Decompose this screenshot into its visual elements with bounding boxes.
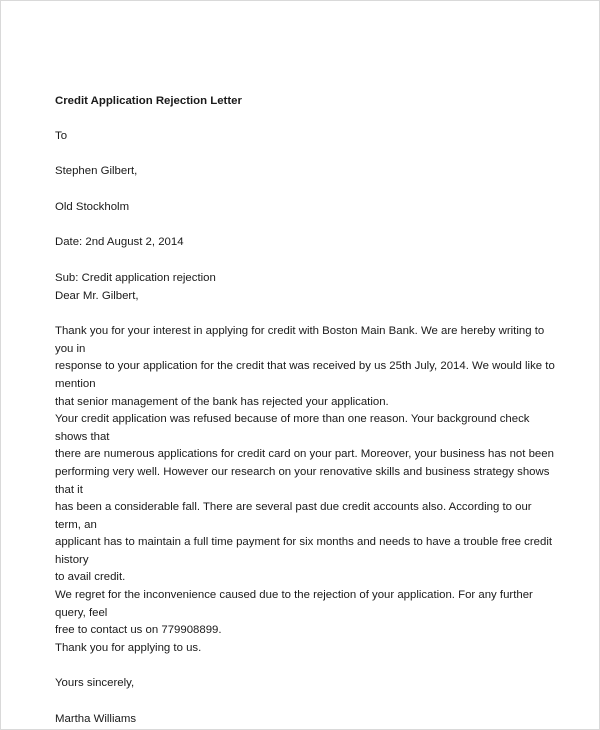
body-line: that senior management of the bank has rejected your application. (55, 395, 389, 408)
body-line: applicant has to maintain a full time payment for six months and needs to have a trouble free credit history (55, 536, 553, 566)
recipient-address: Old Stockholm (55, 200, 130, 213)
body-line: performing very well. However our research on your renovative skills and business strategy shows that it (55, 465, 550, 496)
body-line: there are numerous applications for credit card on your part. Moreover, your business has not been (55, 448, 554, 461)
letter-title: Credit Application Rejection Letter (55, 95, 242, 107)
regret-line: We regret for the inconvenience caused due to the rejection of your application. For any further query, feel (55, 589, 533, 619)
body-line: has been a considerable fall. There are several past due credit accounts also. According to our term, an (55, 501, 532, 531)
body-line: response to your application for the credit that was received by us 25th July, 2014. We would like to mention (55, 360, 555, 390)
closing-line: Yours sincerely, (55, 677, 135, 690)
regret-paragraph (55, 587, 560, 640)
thanks-line: Thank you for applying to us. (55, 641, 202, 654)
regret-line: free to contact us on 779908899. (55, 624, 222, 637)
recipient-name: Stephen Gilbert, (55, 165, 138, 178)
signature-name: Martha Williams (55, 713, 137, 726)
letter-date: Date: 2nd August 2, 2014 (55, 236, 184, 249)
body-line: Thank you for your interest in applying for credit with Boston Main Bank. We are hereby writing to you in (55, 325, 545, 355)
body-paragraph (55, 323, 560, 587)
body-line: to avail credit. (55, 571, 126, 584)
letter-content (55, 93, 560, 729)
salutation: Dear Mr. Gilbert, (55, 289, 139, 302)
letter-subject: Sub: Credit application rejection (55, 271, 216, 284)
body-line: Your credit application was refused because of more than one reason. Your background check shows that (55, 413, 530, 443)
to-label: To (55, 129, 68, 142)
